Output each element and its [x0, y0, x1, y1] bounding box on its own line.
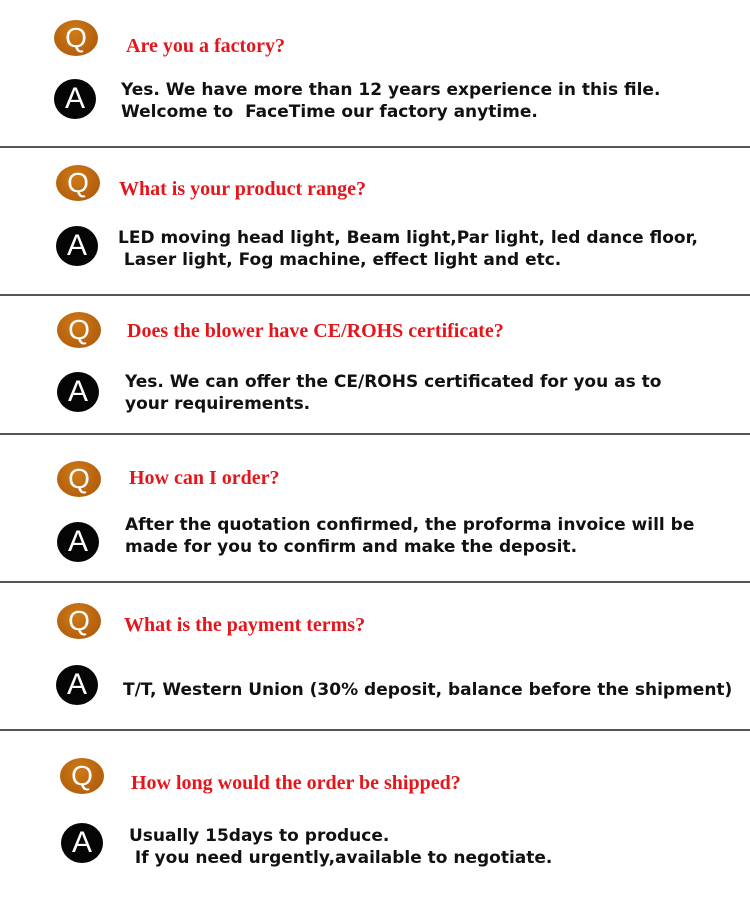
question-text: Does the blower have CE/ROHS certificate?	[127, 320, 504, 342]
question-icon: Q	[57, 603, 101, 639]
question-text: What is the payment terms?	[124, 614, 366, 636]
section-divider	[0, 581, 750, 583]
question-icon: Q	[57, 461, 101, 497]
answer-icon: A	[56, 226, 98, 266]
answer-icon: A	[56, 665, 98, 705]
question-text: How can I order?	[129, 467, 280, 489]
answer-text: After the quotation confirmed, the proforma invoice will be made for you to confirm and make the deposit.	[125, 515, 695, 557]
answer-text: Yes. We have more than 12 years experience in this file. Welcome to FaceTime our factory anytime.	[121, 80, 661, 122]
question-icon: Q	[56, 165, 100, 201]
answer-text: Yes. We can offer the CE/ROHS certificated for you as to your requirements.	[125, 372, 662, 414]
section-divider	[0, 294, 750, 296]
section-divider	[0, 146, 750, 148]
answer-icon: A	[57, 372, 99, 412]
answer-text: LED moving head light, Beam light,Par light, led dance floor, Laser light, Fog machine, effect light and etc.	[118, 228, 698, 270]
answer-icon: A	[54, 79, 96, 119]
answer-icon: A	[57, 522, 99, 562]
section-divider	[0, 433, 750, 435]
question-icon: Q	[54, 20, 98, 56]
question-text: What is your product range?	[119, 178, 367, 200]
answer-text: Usually 15days to produce. If you need urgently,available to negotiate.	[129, 826, 553, 868]
answer-text: T/T, Western Union (30% deposit, balance before the shipment)	[123, 680, 733, 700]
question-text: How long would the order be shipped?	[131, 772, 461, 794]
question-text: Are you a factory?	[126, 35, 286, 57]
question-icon: Q	[60, 758, 104, 794]
answer-icon: A	[61, 823, 103, 863]
section-divider	[0, 729, 750, 731]
question-icon: Q	[57, 312, 101, 348]
